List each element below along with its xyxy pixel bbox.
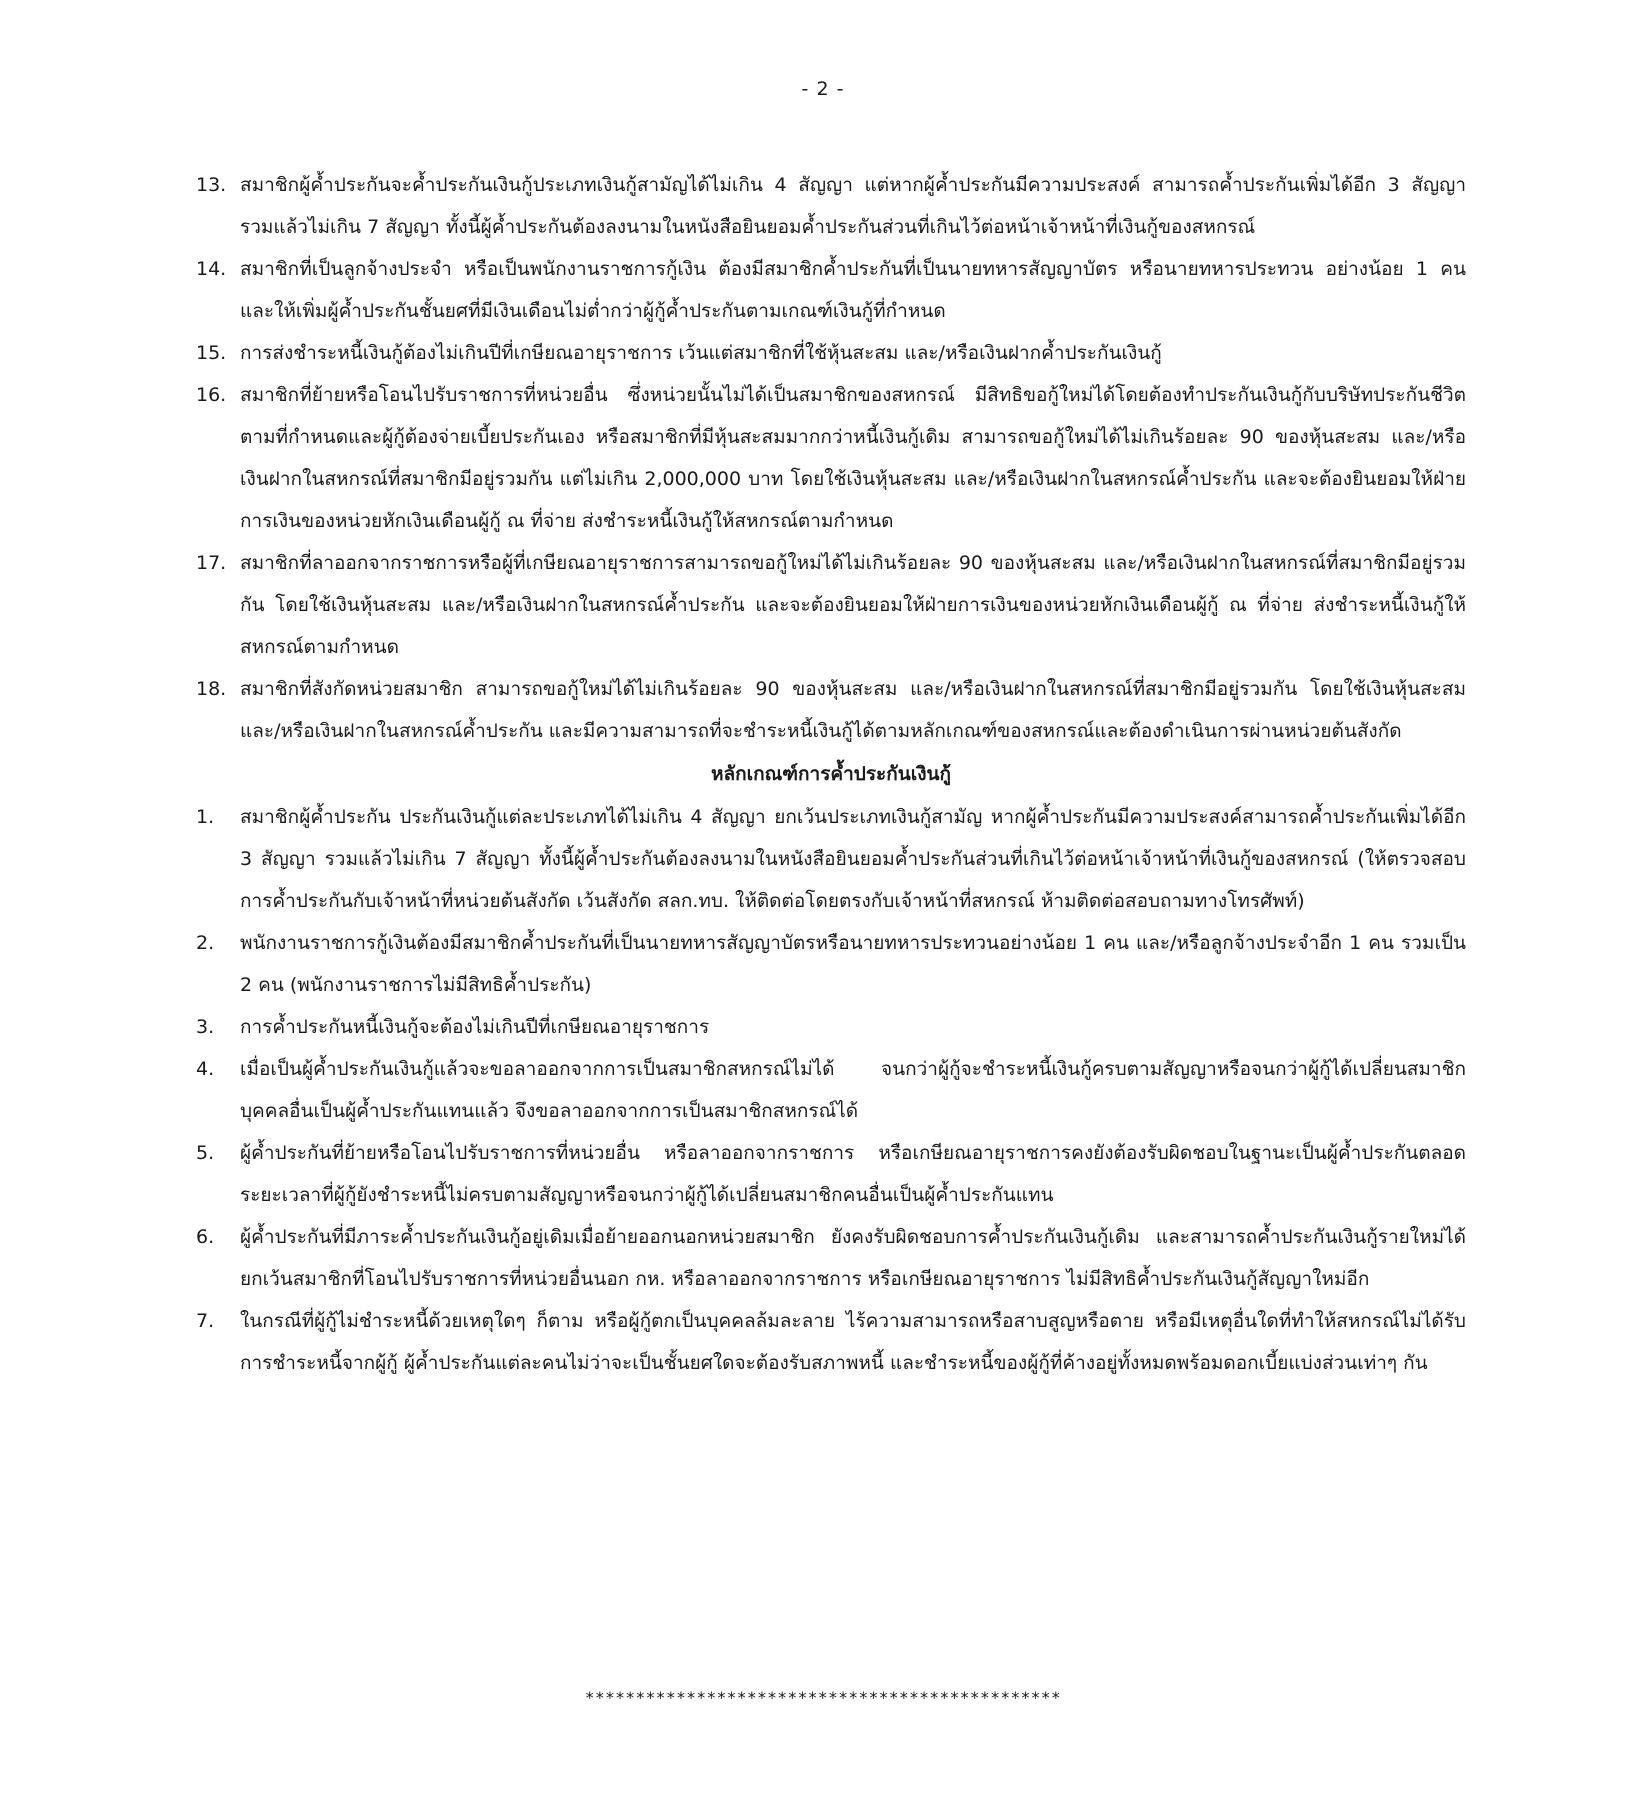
list-item — [196, 542, 1466, 668]
list-item — [196, 164, 1466, 248]
item-number: 18. — [196, 678, 227, 700]
list-item — [196, 374, 1466, 542]
item-number: 15. — [196, 342, 227, 364]
list-item — [196, 1048, 1466, 1132]
item-number: 13. — [196, 174, 227, 196]
loan-rules-list — [196, 164, 1466, 752]
page-number: - 2 - — [801, 78, 845, 100]
document-body — [196, 164, 1466, 1384]
section-heading: หลักเกณฑ์การค้ำประกันเงินกู้ — [710, 763, 952, 785]
guarantee-rules-list — [196, 796, 1466, 1384]
footer-separator: *********************************************** — [584, 1688, 1062, 1707]
item-text: เมื่อเป็นผู้ค้ำประกันเงินกู้แล้วจะขอลาออกจากการเป็นสมาชิกสหกรณ์ไม่ได้ จนกว่าผู้กู้จะชำระหนี้เงินกู้ครบตามสัญญาหรือจนกว่าผู้กู้ได้เปลี่ยนสมาชิกบุคคลอื่นเป็นผู้ค้ำประกันแทนแล้ว จึงขอลาออกจากการเป็นสมาชิกสหกรณ์ได้ — [240, 1058, 1466, 1122]
item-number: 5. — [196, 1142, 215, 1164]
item-text: ในกรณีที่ผู้กู้ไม่ชำระหนี้ด้วยเหตุใดๆ ก็ตาม หรือผู้กู้ตกเป็นบุคคลล้มละลาย ไร้ความสามารถหรือสาบสูญหรือตาย หรือมีเหตุอื่นใดที่ทำให้สหกรณ์ไม่ได้รับการชำระหนี้จากผู้กู้ ผู้ค้ำประกันแต่ละคนไม่ว่าจะเป็นชั้นยศใดจะต้องรับสภาพหนี้ และชำระหนี้ของผู้กู้ที่ค้างอยู่ทั้งหมดพร้อมดอกเบี้ยแบ่งส่วนเท่าๆ กัน — [240, 1310, 1466, 1374]
item-number: 14. — [196, 258, 227, 280]
list-item — [196, 922, 1466, 1006]
item-number: 7. — [196, 1310, 215, 1332]
item-text: สมาชิกที่เป็นลูกจ้างประจำ หรือเป็นพนักงานราชการกู้เงิน ต้องมีสมาชิกค้ำประกันที่เป็นนายทหารสัญญาบัตร หรือนายทหารประทวน อย่างน้อย 1 คน และให้เพิ่มผู้ค้ำประกันชั้นยศที่มีเงินเดือนไม่ต่ำกว่าผู้กู้ค้ำประกันตามเกณฑ์เงินกู้ที่กำหนด — [240, 258, 1466, 322]
item-number: 6. — [196, 1226, 215, 1248]
item-text: สมาชิกที่ลาออกจากราชการหรือผู้ที่เกษียณอายุราชการสามารถขอกู้ใหม่ได้ไม่เกินร้อยละ 90 ของหุ้นสะสม และ/หรือเงินฝากในสหกรณ์ที่สมาชิกมีอยู่รวมกัน โดยใช้เงินหุ้นสะสม และ/หรือเงินฝากในสหกรณ์ค้ำประกัน และจะต้องยินยอมให้ฝ่ายการเงินของหน่วยหักเงินเดือนผู้กู้ ณ ที่จ่าย ส่งชำระหนี้เงินกู้ให้สหกรณ์ตามกำหนด — [240, 552, 1466, 658]
item-number: 16. — [196, 384, 227, 406]
list-item — [196, 668, 1466, 752]
item-text: พนักงานราชการกู้เงินต้องมีสมาชิกค้ำประกันที่เป็นนายทหารสัญญาบัตรหรือนายทหารประทวนอย่างน้อย 1 คน และ/หรือลูกจ้างประจำอีก 1 คน รวมเป็น 2 คน (พนักงานราชการไม่มีสิทธิค้ำประกัน) — [240, 932, 1466, 996]
item-text: ผู้ค้ำประกันที่มีภาระค้ำประกันเงินกู้อยู่เดิมเมื่อย้ายออกนอกหน่วยสมาชิก ยังคงรับผิดชอบการค้ำประกันเงินกู้เดิม และสามารถค้ำประกันเงินกู้รายใหม่ได้ ยกเว้นสมาชิกที่โอนไปรับราชการที่หน่วยอื่นนอก กห. หรือลาออกจากราชการ หรือเกษียณอายุราชการ ไม่มีสิทธิค้ำประกันเงินกู้สัญญาใหม่อีก — [240, 1226, 1466, 1290]
item-number: 2. — [196, 932, 215, 954]
item-number: 4. — [196, 1058, 215, 1080]
list-item — [196, 332, 1466, 374]
list-item — [196, 1300, 1466, 1384]
item-text: การค้ำประกันหนี้เงินกู้จะต้องไม่เกินปีที่เกษียณอายุราชการ — [240, 1016, 710, 1038]
list-item — [196, 248, 1466, 332]
list-item — [196, 1132, 1466, 1216]
item-number: 17. — [196, 552, 227, 574]
item-text: สมาชิกผู้ค้ำประกัน ประกันเงินกู้แต่ละประเภทได้ไม่เกิน 4 สัญญา ยกเว้นประเภทเงินกู้สามัญ หากผู้ค้ำประกันมีความประสงค์สามารถค้ำประกันเพิ่มได้อีก 3 สัญญา รวมแล้วไม่เกิน 7 สัญญา ทั้งนี้ผู้ค้ำประกันต้องลงนามในหนังสือยินยอมค้ำประกันส่วนที่เกินไว้ต่อหน้าเจ้าหน้าที่เงินกู้ของสหกรณ์ (ให้ตรวจสอบการค้ำประกันกับเจ้าหน้าที่หน่วยต้นสังกัด เว้นสังกัด สลก.ทบ. ให้ติดต่อโดยตรงกับเจ้าหน้าที่สหกรณ์ ห้ามติดต่อสอบถามทางโทรศัพท์) — [240, 806, 1466, 912]
item-text: สมาชิกที่ย้ายหรือโอนไปรับราชการที่หน่วยอื่น ซึ่งหน่วยนั้นไม่ได้เป็นสมาชิกของสหกรณ์ มีสิทธิขอกู้ใหม่ได้โดยต้องทำประกันเงินกู้กับบริษัทประกันชีวิตตามที่กำหนดและผู้กู้ต้องจ่ายเบี้ยประกันเอง หรือสมาชิกที่มีหุ้นสะสมมากกว่าหนี้เงินกู้เดิม สามารถขอกู้ใหม่ได้ไม่เกินร้อยละ 90 ของหุ้นสะสม และ/หรือเงินฝากในสหกรณ์ที่สมาชิกมีอยู่รวมกัน แต่ไม่เกิน 2,000,000 บาท โดยใช้เงินหุ้นสะสม และ/หรือเงินฝากในสหกรณ์ค้ำประกัน และจะต้องยินยอมให้ฝ่ายการเงินของหน่วยหักเงินเดือนผู้กู้ ณ ที่จ่าย ส่งชำระหนี้เงินกู้ให้สหกรณ์ตามกำหนด — [240, 384, 1466, 532]
list-item — [196, 1006, 1466, 1048]
item-text: ผู้ค้ำประกันที่ย้ายหรือโอนไปรับราชการที่หน่วยอื่น หรือลาออกจากราชการ หรือเกษียณอายุราชการคงยังต้องรับผิดชอบในฐานะเป็นผู้ค้ำประกันตลอดระยะเวลาที่ผู้กู้ยังชำระหนี้ไม่ครบตามสัญญาหรือจนกว่าผู้กู้ได้เปลี่ยนสมาชิกคนอื่นเป็นผู้ค้ำประกันแทน — [240, 1142, 1466, 1206]
item-text: การส่งชำระหนี้เงินกู้ต้องไม่เกินปีที่เกษียณอายุราชการ เว้นแต่สมาชิกที่ใช้หุ้นสะสม และ/หรือเงินฝากค้ำประกันเงินกู้ — [240, 342, 1162, 364]
list-item — [196, 796, 1466, 922]
item-text: สมาชิกผู้ค้ำประกันจะค้ำประกันเงินกู้ประเภทเงินกู้สามัญได้ไม่เกิน 4 สัญญา แต่หากผู้ค้ำประกันมีความประสงค์ สามารถค้ำประกันเพิ่มได้อีก 3 สัญญา รวมแล้วไม่เกิน 7 สัญญา ทั้งนี้ผู้ค้ำประกันต้องลงนามในหนังสือยินยอมค้ำประกันส่วนที่เกินไว้ต่อหน้าเจ้าหน้าที่เงินกู้ของสหกรณ์ — [240, 174, 1466, 238]
item-text: สมาชิกที่สังกัดหน่วยสมาชิก สามารถขอกู้ใหม่ได้ไม่เกินร้อยละ 90 ของหุ้นสะสม และ/หรือเงินฝากในสหกรณ์ที่สมาชิกมีอยู่รวมกัน โดยใช้เงินหุ้นสะสม และ/หรือเงินฝากในสหกรณ์ค้ำประกัน และมีความสามารถที่จะชำระหนี้เงินกู้ได้ตามหลักเกณฑ์ของสหกรณ์และต้องดำเนินการผ่านหน่วยต้นสังกัด — [240, 678, 1466, 742]
item-number: 1. — [196, 806, 215, 828]
item-number: 3. — [196, 1016, 215, 1038]
list-item — [196, 1216, 1466, 1300]
